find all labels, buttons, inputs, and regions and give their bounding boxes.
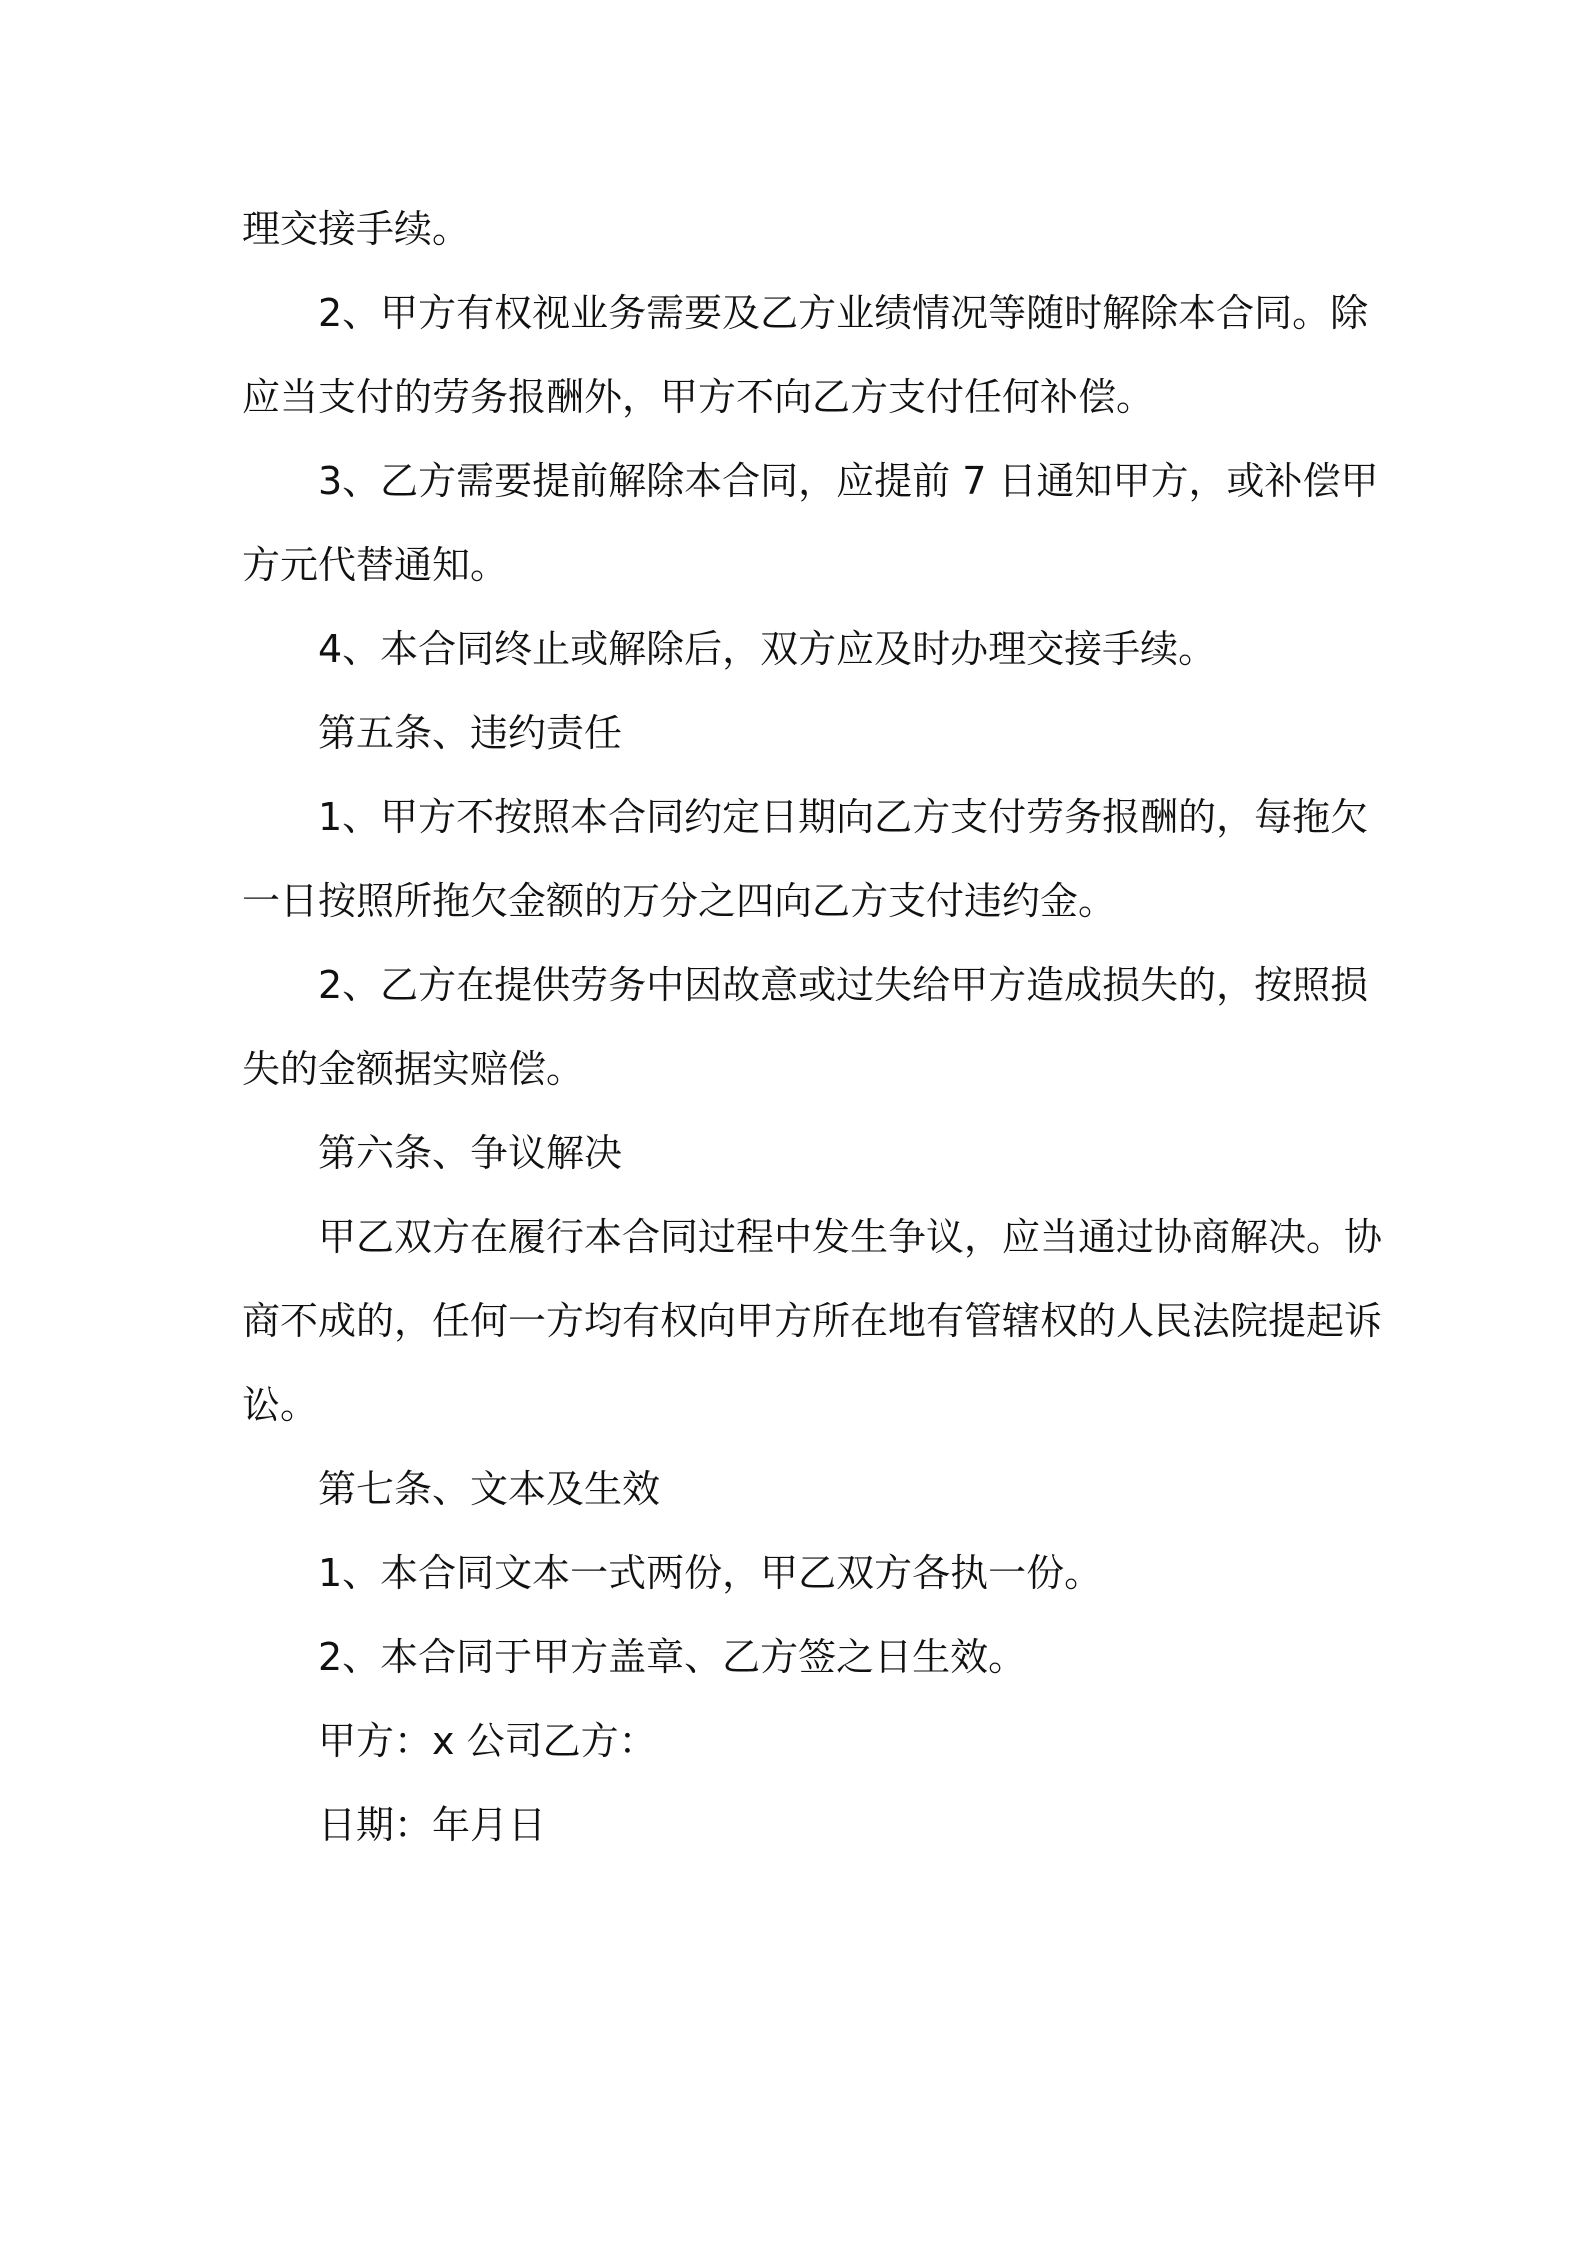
text-line: 3、乙方需要提前解除本合同，应提前 7 日通知甲方，或补偿甲 bbox=[318, 459, 1379, 503]
section-heading: 第七条、文本及生效 bbox=[318, 1467, 661, 1511]
text-line: 2、甲方有权视业务需要及乙方业绩情况等随时解除本合同。除 bbox=[318, 291, 1369, 335]
date-line: 日期：年月日 bbox=[318, 1803, 547, 1847]
text-line: 4、本合同终止或解除后，双方应及时办理交接手续。 bbox=[318, 627, 1217, 671]
text-line: 一日按照所拖欠金额的万分之四向乙方支付违约金。 bbox=[242, 879, 1117, 923]
text-line: 应当支付的劳务报酬外，甲方不向乙方支付任何补偿。 bbox=[242, 375, 1155, 419]
signature-line: 甲方：x 公司乙方： bbox=[318, 1719, 657, 1763]
text-line: 方元代替通知。 bbox=[242, 543, 509, 587]
text-line: 失的金额据实赔偿。 bbox=[242, 1047, 585, 1091]
text-line: 1、本合同文本一式两份，甲乙双方各执一份。 bbox=[318, 1551, 1103, 1595]
text-line: 甲乙双方在履行本合同过程中发生争议，应当通过协商解决。协 bbox=[318, 1215, 1383, 1259]
text-line: 理交接手续。 bbox=[242, 207, 471, 251]
section-heading: 第六条、争议解决 bbox=[318, 1131, 623, 1175]
text-line: 2、乙方在提供劳务中因故意或过失给甲方造成损失的，按照损 bbox=[318, 963, 1369, 1007]
text-line: 讼。 bbox=[242, 1383, 319, 1427]
section-heading: 第五条、违约责任 bbox=[318, 711, 623, 755]
text-line: 商不成的，任何一方均有权向甲方所在地有管辖权的人民法院提起诉 bbox=[242, 1299, 1383, 1343]
text-line: 1、甲方不按照本合同约定日期向乙方支付劳务报酬的，每拖欠 bbox=[318, 795, 1369, 839]
text-line: 2、本合同于甲方盖章、乙方签之日生效。 bbox=[318, 1635, 1027, 1679]
